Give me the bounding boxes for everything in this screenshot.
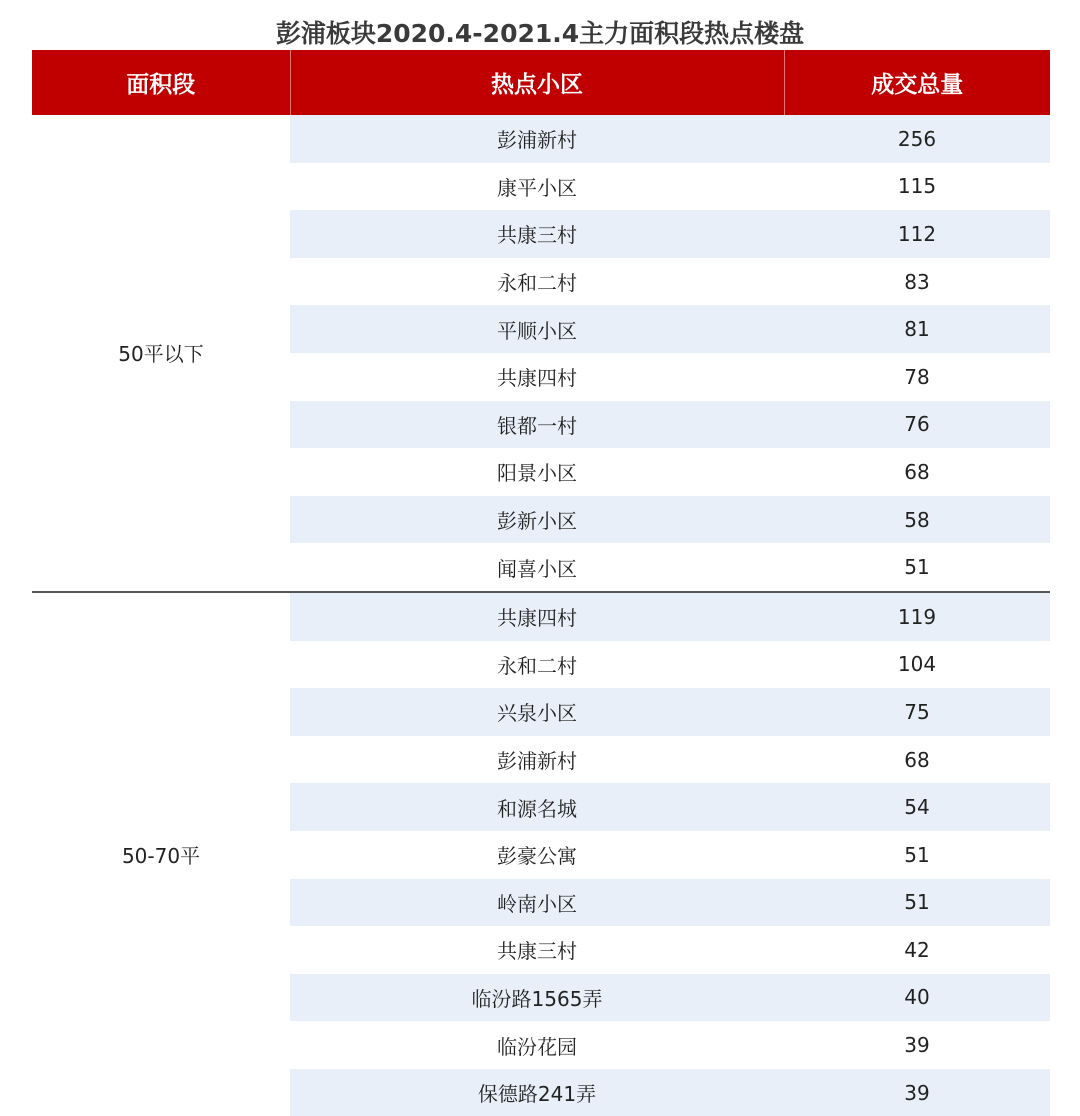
table-row [32,592,1050,641]
project-name-cell: 临汾花园 [497,1034,577,1059]
volume-cell: 42 [904,937,930,962]
volume-cell: 112 [784,210,1050,258]
project-name-cell: 平顺小区 [290,305,784,353]
column-header-segment: 面积段 [32,50,290,115]
column-header-project: 热点小区 [290,50,784,115]
project-name-cell: 共康三村 [497,939,577,964]
volume-cell: 75 [784,688,1050,736]
volume-cell: 83 [904,269,930,294]
project-name-cell: 彭新小区 [290,496,784,544]
volume-cell: 68 [904,459,930,484]
table-body [32,115,1050,1116]
table-header [32,50,1050,115]
volume-cell: 58 [784,496,1050,544]
project-name-cell: 康平小区 [497,175,577,200]
volume-cell: 78 [904,364,930,389]
volume-cell: 76 [784,401,1050,449]
volume-cell: 40 [784,974,1050,1022]
project-name-cell: 共康四村 [497,366,577,391]
project-name-cell: 临汾路1565弄 [290,974,784,1022]
volume-cell: 104 [897,652,937,677]
volume-cell: 119 [784,592,1050,641]
area-segment-cell: 50-70平 [32,592,290,1116]
volume-cell: 51 [784,879,1050,927]
project-name-cell: 彭豪公寓 [497,844,577,869]
project-name-cell: 共康三村 [290,210,784,258]
project-name-cell: 阳景小区 [497,461,577,486]
project-name-cell: 永和二村 [497,271,577,296]
volume-cell: 51 [904,555,930,580]
project-name-cell: 和源名城 [290,783,784,831]
project-name-cell: 银都一村 [290,401,784,449]
area-segment-cell: 50平以下 [32,115,290,592]
project-name-cell: 保德路241弄 [290,1069,784,1116]
volume-cell: 68 [904,747,930,772]
table-row [32,115,1050,163]
volume-cell: 256 [784,115,1050,163]
volume-cell: 81 [784,305,1050,353]
project-name-cell: 彭浦新村 [497,749,577,774]
project-name-cell: 共康四村 [290,592,784,641]
volume-cell: 115 [897,174,937,199]
volume-cell: 51 [904,842,930,867]
volume-cell: 39 [904,1033,930,1058]
project-name-cell: 彭浦新村 [290,115,784,163]
project-name-cell: 闻喜小区 [497,556,577,581]
page-title: 彭浦板块2020.4-2021.4主力面积段热点楼盘 [275,19,805,48]
project-name-cell: 兴泉小区 [290,688,784,736]
column-header-volume: 成交总量 [784,50,1050,115]
project-name-cell: 永和二村 [497,653,577,678]
volume-cell: 39 [784,1069,1050,1116]
volume-cell: 54 [784,783,1050,831]
hot-projects-table [32,50,1050,1116]
project-name-cell: 岭南小区 [290,879,784,927]
